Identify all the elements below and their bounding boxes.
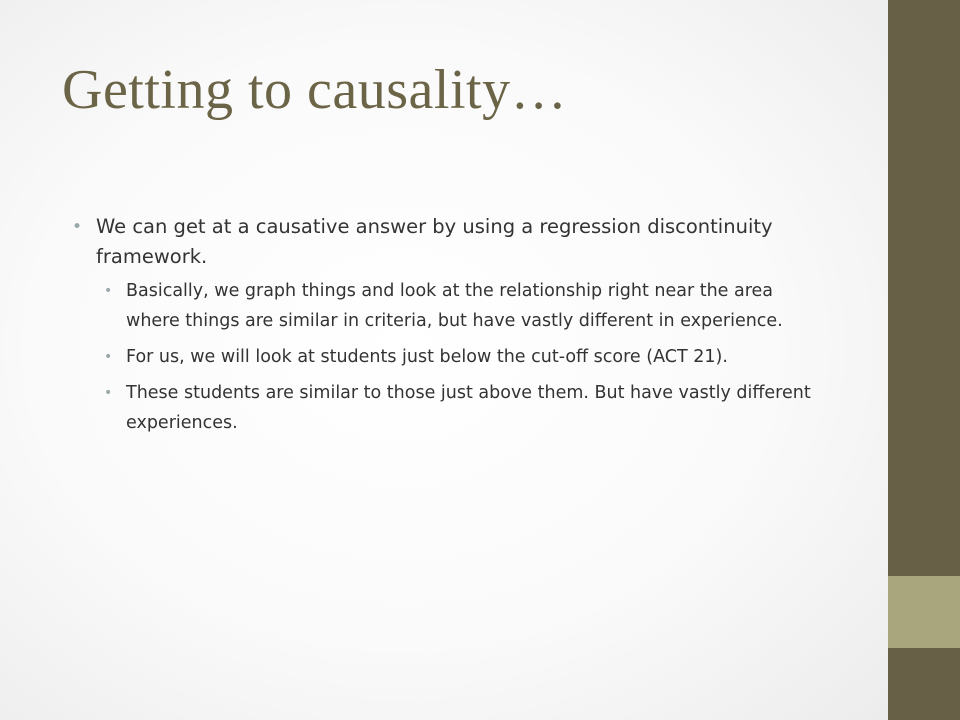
sub-bullet-1-text: Basically, we graph things and look at the relationship right near the area where things are similar in criteria, but have vastly different in experience.	[126, 281, 783, 331]
slide-title: Getting to causality…	[62, 59, 568, 121]
sub-bullet-2	[104, 342, 826, 372]
sidebar-band-top	[888, 0, 960, 576]
sub-bullet-2-text: For us, we will look at students just below the cut-off score (ACT 21).	[126, 347, 728, 367]
bullet-dot-icon: •	[104, 385, 113, 401]
bullet-main-text: We can get at a causative answer by using a regression discontinuity framework.	[96, 215, 773, 268]
slide-body	[72, 212, 826, 444]
sub-bullet-3-text: These students are similar to those just above them. But have vastly different experiences.	[126, 383, 811, 433]
sidebar-band-bottom	[888, 648, 960, 720]
bullet-main	[72, 212, 826, 272]
bullet-dot-icon: •	[104, 349, 113, 365]
sub-bullet-3	[104, 378, 826, 438]
sidebar-band-middle	[888, 576, 960, 648]
bullet-dot-icon: •	[72, 217, 83, 237]
bullet-dot-icon: •	[104, 283, 113, 299]
sub-bullet-1	[104, 276, 826, 336]
